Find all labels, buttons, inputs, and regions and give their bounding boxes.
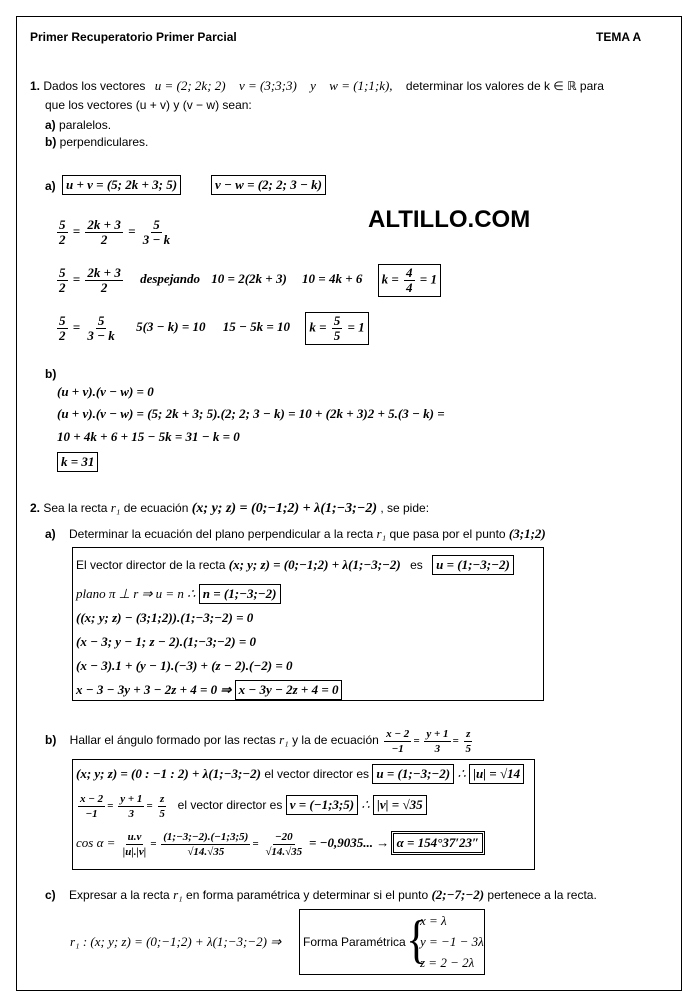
- diff-vector-box: v − w = (2; 2; 3 − k): [211, 175, 326, 195]
- q2-item-b: b) Hallar el ángulo formado por las rectas r₁ y la de ecuación $\frac{x - 2}{-1}$ = $\frac{y + 1}{3}$ = $\frac{z}{5}$: [45, 728, 472, 755]
- q2-statement: 2. Sea la recta r₁ de ecuación (x; y; z) = (0;−1;2) + λ(1;−3;−2) , se pide:: [30, 500, 430, 516]
- ratio-row-3: $\frac{5}{2}$ = $\frac{5}{3 - k}$ 5(3 − k) = 10 15 − 5k = 10 k = $\frac{5}{5}$ = 1: [55, 312, 369, 345]
- pa-line2: plano π ⊥ r ⇒ u = n ∴ n = (1;−3;−2): [76, 584, 281, 604]
- k31-result: k = 31: [57, 452, 98, 472]
- q1-sol-b-label: b): [45, 367, 57, 381]
- pa-line3: ((x; y; z) − (3;1;2)).(1;−3;−2) = 0: [76, 610, 254, 625]
- tema-label: TEMA A: [596, 30, 642, 44]
- q1-statement: 1. Dados los vectores u = (2; 2k; 2) v = (3;3;3) y w = (1;1;k), determinar los valores de k ∈ ℝ para: [30, 78, 604, 93]
- k-result-box-1: k = $\frac{4}{4}$ = 1: [378, 264, 441, 297]
- pa-line1: El vector director de la recta (x; y; z) = (0;−1;2) + λ(1;−3;−2) es u = (1;−3;−2): [76, 555, 514, 575]
- vector-v: v = (3;3;3): [238, 78, 297, 93]
- parametric-form-label: Forma Paramétrica: [303, 935, 406, 949]
- pb-line2: $\frac{x - 2}{-1}$ = $\frac{y + 1}{3}$ = $\frac{z}{5}$ el vector director es v = (−1;3;5) ∴ |v| = √35: [76, 792, 427, 821]
- sum-vector-box: u + v = (5; 2k + 3; 5): [62, 175, 181, 195]
- pc-equation: r₁ : (x; y; z) = (0;−1;2) + λ(1;−3;−2) ⇒: [70, 934, 282, 949]
- vector-u: u = (2; 2k; 2): [154, 78, 226, 93]
- watermark: ALTILLO.COM: [368, 206, 531, 233]
- q1-sol-a-label: a): [45, 179, 56, 193]
- vector-w: w = (1;1;k),: [329, 78, 393, 93]
- k-result-box-2: k = $\frac{5}{5}$ = 1: [305, 312, 368, 345]
- q2-item-a: a) Determinar la ecuación del plano perpendicular a la recta r₁ que pasa por el punto (3;1;2): [45, 526, 546, 541]
- ratio-row-1: $\frac{5}{2}$ = $\frac{2k + 3}{2}$ = $\frac{5}{3 - k}$: [59, 217, 171, 247]
- pb-line1: (x; y; z) = (0 : −1 : 2) + λ(1;−3;−2) el vector director es u = (1;−3;−2) ∴ |u| = √14: [76, 764, 524, 784]
- plane-equation-box: x − 3y − 2z + 4 = 0: [235, 680, 343, 700]
- q2-number: 2.: [30, 501, 41, 515]
- angle-result-box: α = 154°37′23″: [393, 833, 484, 853]
- q1-statement-line2: que los vectores (u + v) y (v − w) sean:: [45, 98, 252, 112]
- param-x: x = λ: [420, 913, 447, 928]
- param-y: y = −1 − 3λ: [420, 934, 484, 949]
- q2-item-c: c) Expresar a la recta r₁ en forma paramétrica y determinar si el punto (2;−7;−2) pertenece a la recta.: [45, 887, 597, 902]
- pa-line6: x − 3 − 3y + 3 − 2z + 4 = 0 ⇒ x − 3y − 2z + 4 = 0: [76, 680, 342, 700]
- system-brace: {: [406, 910, 428, 969]
- pb-line3: cos α = $\frac{u.v}{|u|.|v|}$ = $\frac{(1;-3;-2).(-1;3;5)}{√14.√35}$ = $\frac{-20}{√14.√35}$ = −0,9035... → α = 154°37′23″: [76, 830, 483, 859]
- dot-product-zero: (u + v).(v − w) = 0: [57, 384, 154, 399]
- dot-product-simplify: 10 + 4k + 6 + 15 − 5k = 31 − k = 0: [57, 429, 240, 444]
- document-title: Primer Recuperatorio Primer Parcial: [30, 30, 237, 44]
- q1-number: 1.: [30, 79, 41, 93]
- pa-line4: (x − 3; y − 1; z − 2).(1;−3;−2) = 0: [76, 634, 257, 649]
- q1-item-a: a) paralelos.: [45, 118, 112, 132]
- q1-item-b: b) perpendiculares.: [45, 135, 149, 149]
- ratio-row-2: $\frac{5}{2}$ = $\frac{2k + 3}{2}$ despejando 10 = 2(2k + 3) 10 = 4k + 6 k = $\frac{4}{4}$ = 1: [55, 264, 441, 297]
- dot-product-expand: (u + v).(v − w) = (5; 2k + 3; 5).(2; 2; 3 − k) = 10 + (2k + 3)2 + 5.(3 − k) =: [57, 406, 445, 421]
- pa-line5: (x − 3).1 + (y − 1).(−3) + (z − 2).(−2) = 0: [76, 658, 293, 673]
- param-z: z = 2 − 2λ: [420, 955, 475, 970]
